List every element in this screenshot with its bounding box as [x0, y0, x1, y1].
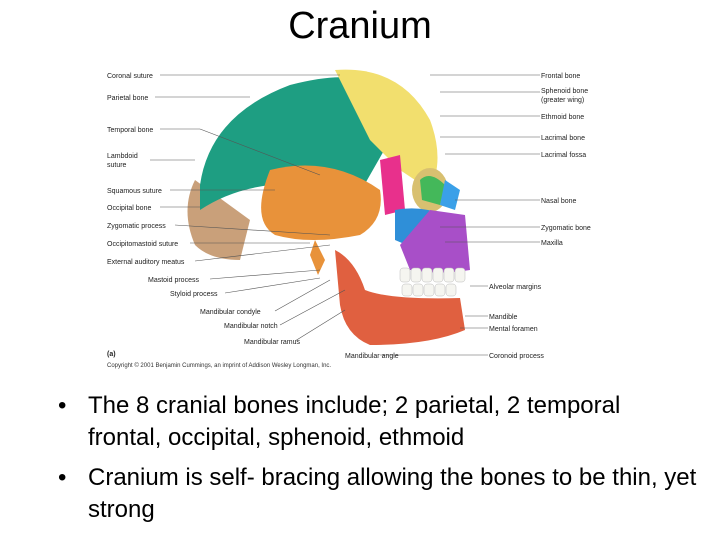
label-mandibular-ramus: Mandibular ramus	[244, 339, 301, 346]
label-lacrimal-fossa: Lacrimal fossa	[541, 152, 587, 159]
label-temporal-bone: Temporal bone	[107, 127, 154, 134]
bullet-text: The 8 cranial bones include; 2 parietal, 2 temporal frontal, occipital, sphenoid, ethmoid	[88, 392, 621, 451]
label-parietal-bone: Parietal bone	[107, 95, 149, 102]
label-occipital-bone: Occipital bone	[107, 205, 152, 212]
label-coronoid-process: Coronoid process	[489, 353, 544, 360]
label-mastoid-process: Mastoid process	[148, 277, 199, 284]
bullet-dot: •	[58, 464, 67, 491]
slide-title: Cranium	[288, 5, 432, 47]
label-squamous-suture: Squamous suture	[107, 188, 162, 195]
label-sphenoid-bone: Sphenoid bone	[541, 88, 589, 95]
label-lambdoid-suture: suture	[107, 162, 127, 169]
label-alveolar-margins: Alveolar margins	[489, 284, 542, 291]
label-mental-foramen: Mental foramen	[489, 326, 538, 333]
copyright-notice: Copyright © 2001 Benjamin Cummings, an imprint of Addison Wesley Longman, Inc.	[107, 363, 332, 369]
label-zygomatic-bone: Zygomatic bone	[541, 225, 591, 232]
bullet-dot: •	[58, 392, 67, 419]
label-occipitomastoid-suture: Occipitomastoid suture	[107, 241, 179, 248]
label-mandibular-angle: Mandibular angle	[345, 353, 399, 360]
bullet-item	[58, 462, 698, 526]
bullet-list	[58, 390, 698, 534]
figure-letter: (a)	[107, 351, 116, 358]
label-lambdoid: Lambdoid	[107, 153, 138, 160]
bullet-item	[58, 390, 698, 454]
label-maxilla: Maxilla	[541, 240, 563, 247]
bullet-text: Cranium is self- bracing allowing the bones to be thin, yet strong	[88, 464, 697, 523]
label-zygomatic-process: Zygomatic process	[107, 223, 166, 230]
label-coronal-suture: Coronal suture	[107, 73, 153, 80]
label-mandibular-condyle: Mandibular condyle	[200, 309, 261, 316]
label-mandibular-notch: Mandibular notch	[224, 323, 278, 330]
label-external-auditory-meatus: External auditory meatus	[107, 259, 185, 266]
label-styloid-process: Styloid process	[170, 291, 218, 298]
label-nasal-bone: Nasal bone	[541, 198, 577, 205]
label-ethmoid-bone: Ethmoid bone	[541, 114, 585, 121]
label-frontal-bone: Frontal bone	[541, 73, 581, 80]
label-mandible: Mandible	[489, 314, 518, 321]
label-lacrimal-bone: Lacrimal bone	[541, 135, 585, 142]
label-greater-wing: (greater wing)	[541, 97, 585, 104]
